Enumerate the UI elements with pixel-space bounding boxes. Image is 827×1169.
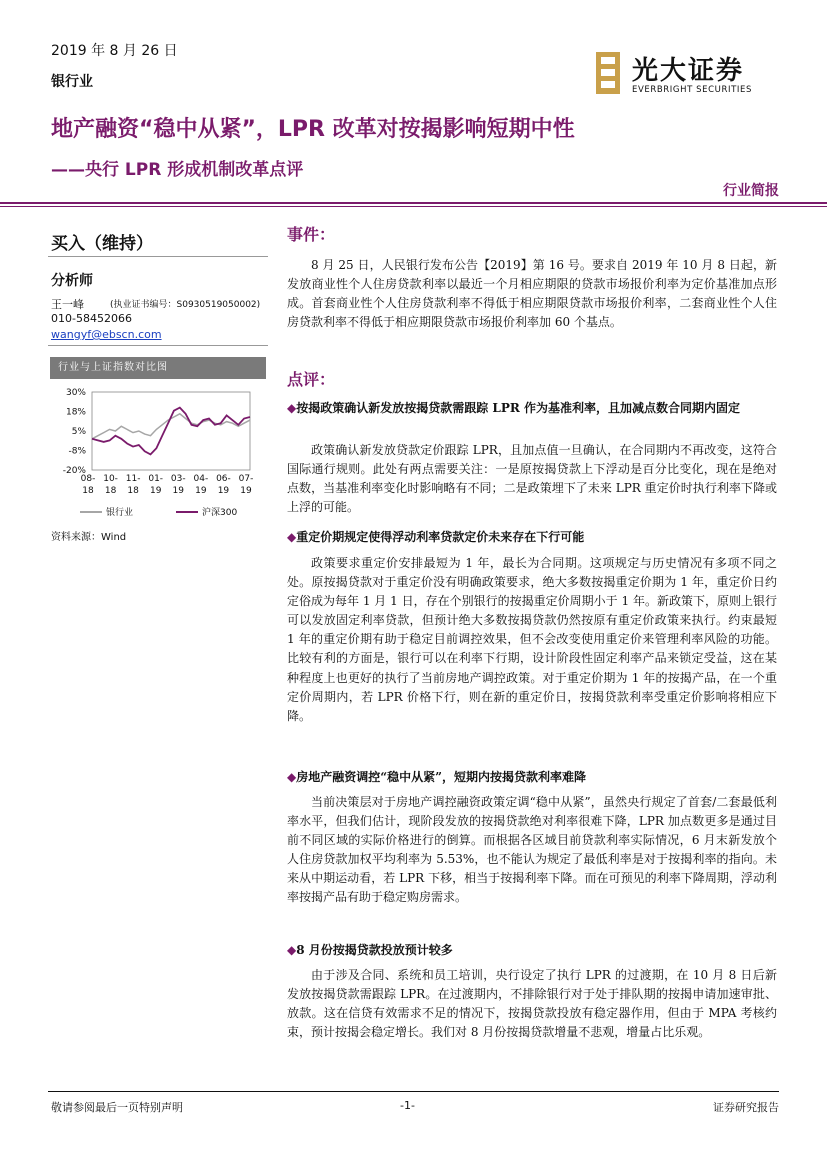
x-tick-label: 01- <box>148 474 164 484</box>
x-tick-label: 18 <box>127 486 139 496</box>
report-subtitle: ——央行 LPR 形成机制改革点评 <box>51 160 304 180</box>
footer-report-type: 证券研究报告 <box>713 1101 779 1114</box>
x-tick-label: 18 <box>82 486 94 496</box>
x-tick-label: 11- <box>125 474 141 484</box>
x-tick-label: 03- <box>170 474 186 484</box>
analyst-phone: 010-58452066 <box>51 312 132 325</box>
logo-english-name: EVERBRIGHT SECURITIES <box>632 85 752 95</box>
analyst-certificate: (执业证书编号：S0930519050002) <box>110 300 261 310</box>
rating-divider <box>48 256 268 257</box>
x-tick-label: 19 <box>149 486 162 496</box>
bullet-3-text: 房地产融资调控“稳中从紧”，短期内按揭贷款利率难降 <box>296 770 587 784</box>
y-tick-label: 18% <box>65 407 86 418</box>
analyst-email-link[interactable]: wangyf@ebscn.com <box>51 328 162 341</box>
x-tick-label: 10- <box>103 474 118 484</box>
section-2-paragraph <box>287 554 777 726</box>
comparison-chart <box>50 382 266 522</box>
chart-header: 行业与上证指数对比图 <box>50 357 266 379</box>
comment-heading: 点评： <box>287 370 336 389</box>
logo-mark-icon <box>594 52 622 94</box>
bullet-2 <box>287 528 777 547</box>
report-date: 2019 年 8 月 26 日 <box>51 43 178 59</box>
x-tick-label: 19 <box>217 486 230 496</box>
event-heading: 事件： <box>287 225 336 244</box>
event-text: 8 月 25 日，人民银行发布公告【2019】第 16 号。要求自 2019 年 10 月 8 日起，新发放商业性个人住房贷款利率以最近一个月相应期限的贷款市场报价利率为定价基准加点形成。首套商业性个人住房贷款利率不得低于相应期限贷款市场报价利率，二套商业性个人住房贷款利率不得低于相应期限贷款市场报价利率加 60 个基点。 <box>287 258 777 330</box>
chart-source: 资料来源：Wind <box>51 532 127 543</box>
logo-chinese-name: 光大证券 <box>632 56 745 86</box>
footer-disclaimer: 敬请参阅最后一页特别声明 <box>51 1101 183 1114</box>
industry-label: 银行业 <box>51 74 93 90</box>
x-tick-label: 08- <box>80 474 96 484</box>
diamond-icon: ◆ <box>287 401 297 415</box>
page-number: -1- <box>400 1099 415 1112</box>
section-1-paragraph <box>287 441 777 517</box>
x-tick-label: 19 <box>172 486 185 496</box>
x-tick-label: 06- <box>216 474 231 484</box>
section-4-text: 由于涉及合同、系统和员工培训，央行设定了执行 LPR 的过渡期，在 10 月 8 日后新发放按揭贷款需跟踪 LPR。在过渡期内，不排除银行对于处于排队期的按揭申请加速审批、放款。这在信贷有效需求不足的情况下，按揭贷款投放有稳定器作用，但由于 MPA 考核约束，预计按揭会稳定增长。我们对 8 月份按揭贷款增量不悲观，增量占比乐观。 <box>287 968 777 1040</box>
section-3-text: 当前决策层对于房地产调控融资政策定调“稳中从紧”，虽然央行规定了首套/二套最低利率水平，但我们估计，现阶段发放的按揭贷款绝对利率很难下降，LPR 加点数更多是通过目前不同区域的实际价格进行的倒算。而根据各区域目前贷款利率实际情况，6 月末新发放个人住房贷款加权平均利率为 5.53%，也不能认为规定了最低利率是对于按揭利率的指向。未来从中期运动看，若 LPR 下移，相当于按揭利率下降。而在可预见的利率下降周期，浮动利率按揭产品有助于稳定购房需求。 <box>287 795 777 905</box>
x-tick-label: 19 <box>240 486 252 496</box>
y-tick-label: -8% <box>68 446 86 457</box>
rating-label: 买入（维持） <box>51 234 153 254</box>
bullet-4-text: 8 月份按揭贷款投放预计较多 <box>296 943 453 957</box>
analyst-heading: 分析师 <box>51 273 93 289</box>
event-paragraph <box>287 256 777 332</box>
x-tick-label: 07- <box>238 474 254 484</box>
diamond-icon: ◆ <box>287 530 297 544</box>
bullet-3 <box>287 768 777 787</box>
x-tick-label: 18 <box>104 486 117 496</box>
x-tick-label: 19 <box>195 486 207 496</box>
company-logo <box>594 50 784 98</box>
y-tick-label: -20% <box>62 466 86 476</box>
diamond-icon: ◆ <box>287 943 297 957</box>
bullet-1 <box>287 399 777 418</box>
legend-label: 银行业 <box>106 508 134 518</box>
section-3-paragraph <box>287 793 777 908</box>
y-tick-label: 5% <box>71 427 86 437</box>
bullet-4 <box>287 941 777 960</box>
legend-label: 沪深300 <box>202 508 238 518</box>
analyst-name: 王一峰 <box>51 298 84 311</box>
x-tick-label: 04- <box>193 474 209 484</box>
header-divider-thin <box>0 206 827 207</box>
analyst-divider <box>48 345 268 346</box>
diamond-icon: ◆ <box>287 770 297 784</box>
bullet-1-text: 按揭政策确认新发放按揭贷款需跟踪 LPR 作为基准利率，且加减点数合同期内固定 <box>296 401 741 415</box>
section-4-paragraph <box>287 966 777 1042</box>
section-2-text: 政策要求重定价安排最短为 1 年，最长为合同期。这项规定与历史情况有多项不同之处。原按揭贷款对于重定价没有明确政策要求，绝大多数按揭重定价期为 1 年，重定价日约定俗成为每年 1 月 1 日，存在个别银行的按揭重定价周期小于 1 年。新政策下，原则上银行可以发放固定利率贷款，但预计绝大多数按揭贷款仍然按原有重定价政策来执行。约束最短 1 年的重定价期有助于稳定目前调控效果，但不会改变使用重定价来管理利率风险的功能。比较有利的方面是，银行可以在利率下行期，设计阶段性固定利率产品来锁定受益，这在某种程度上也更好的执行了当前房地产调控政策。对于重定价期为 1 年的按揭产品，在一个重定价周期内，若 LPR 价格下行，则在新的重定价日，按揭贷款利率受重定价影响将相应下降。 <box>287 556 777 723</box>
header-divider <box>0 202 827 204</box>
section-1-text: 政策确认新发放贷款定价跟踪 LPR，且加点值一旦确认，在合同期内不再改变，这符合国际通行规则。此处有两点需要关注：一是原按揭贷款上下浮动是百分比变化，现在是绝对点数，当基准利率变化时影响略有不同；二是政策埋下了未来 LPR 重定价时执行利率下降或上浮的可能。 <box>287 443 777 515</box>
y-tick-label: 30% <box>65 388 86 398</box>
footer-divider <box>48 1091 779 1092</box>
doc-type-label: 行业简报 <box>723 183 779 199</box>
bullet-2-text: 重定价期规定使得浮动利率贷款定价未来存在下行可能 <box>296 530 585 544</box>
report-title: 地产融资“稳中从紧”，LPR 改革对按揭影响短期中性 <box>51 117 575 142</box>
